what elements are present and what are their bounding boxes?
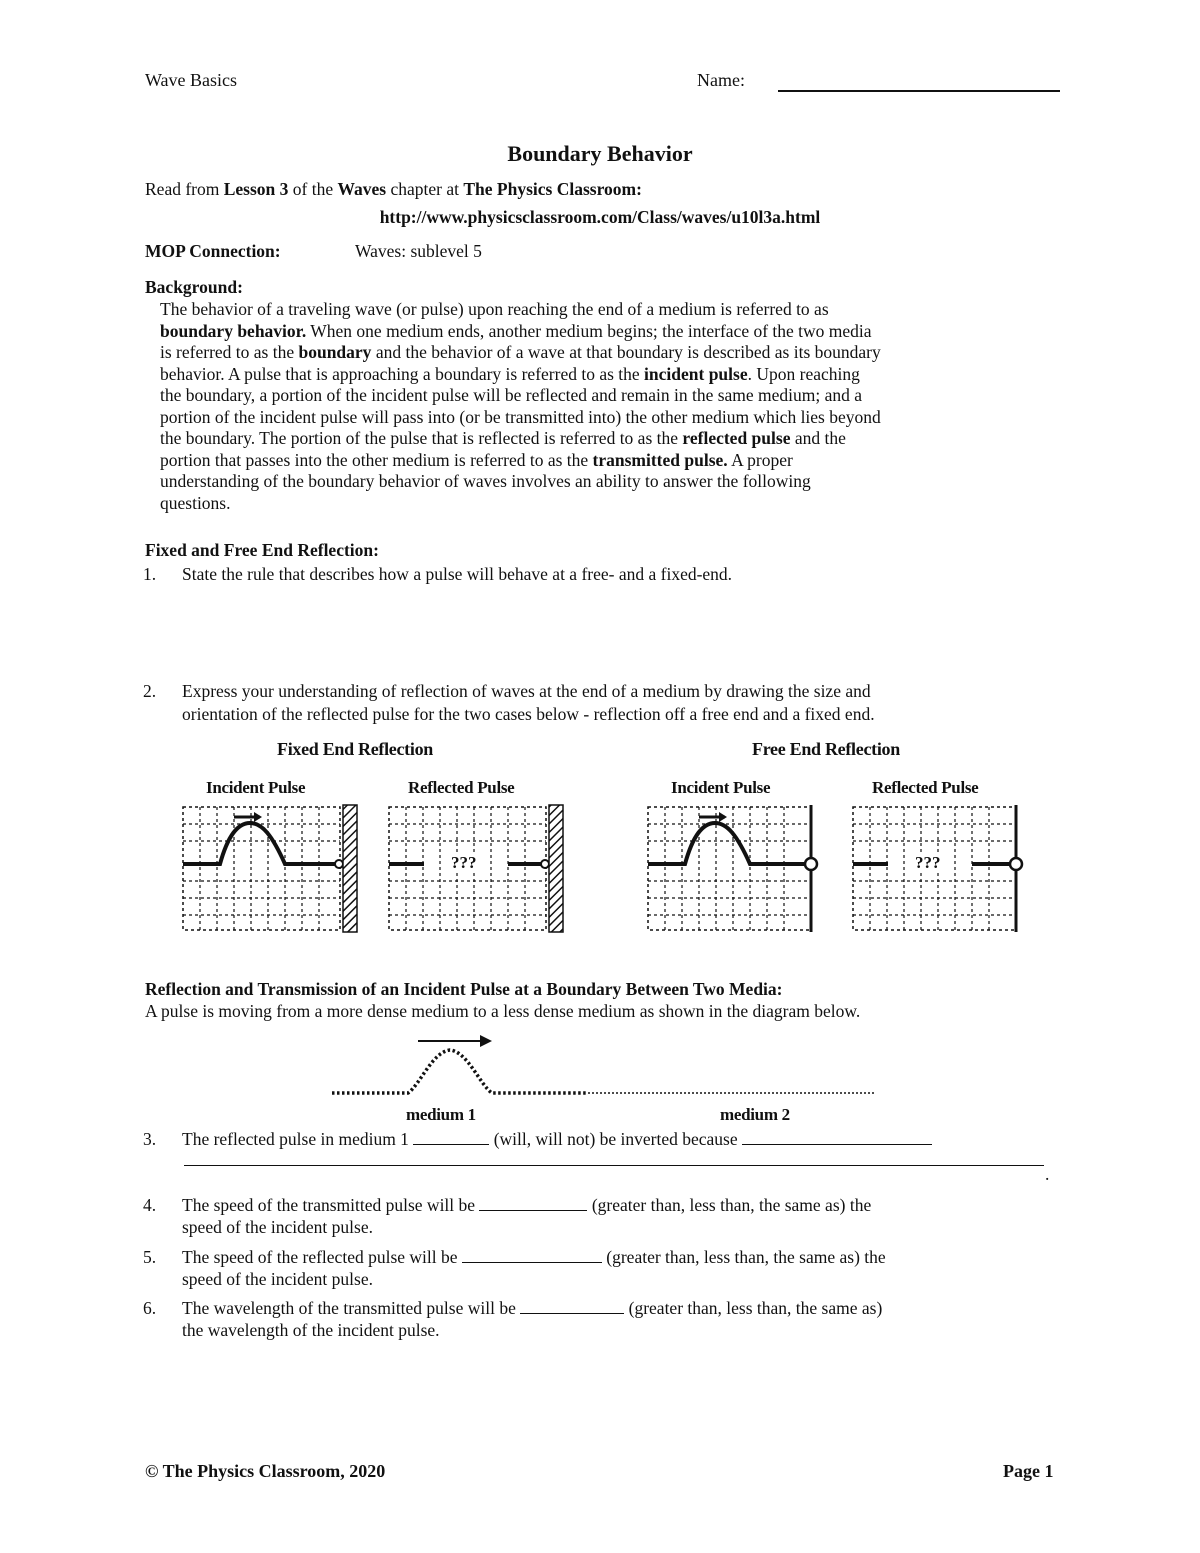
footer-page-number: Page 1 — [1003, 1461, 1054, 1481]
bold-term: transmitted pulse. — [592, 449, 728, 470]
q5-text-line2: speed of the incident pulse. — [182, 1269, 373, 1289]
q3-number: 3. — [143, 1129, 157, 1149]
reading-site: The Physics Classroom: — [463, 179, 642, 199]
q3-blank-because[interactable] — [742, 1130, 932, 1145]
background-line — [160, 407, 1065, 429]
reading-chapter-at: chapter at — [386, 179, 464, 199]
q3-period: . — [1045, 1164, 1050, 1184]
footer-copyright: © The Physics Classroom, 2020 — [145, 1461, 386, 1481]
text-run: . Upon reaching — [747, 363, 860, 384]
bold-term: incident pulse — [644, 363, 748, 384]
q2-text-line1: Express your understanding of reflection of waves at the end of a medium by drawing the size and — [182, 681, 871, 701]
background-line — [160, 450, 1065, 472]
text-run: the boundary. The portion of the pulse that is reflected is referred to as the — [160, 428, 683, 448]
q5-number: 5. — [143, 1247, 157, 1267]
text-run: and the — [790, 428, 846, 448]
bold-term: boundary — [298, 342, 372, 362]
q3-answer-line[interactable] — [184, 1165, 1044, 1166]
q4-text-a: The speed of the transmitted pulse will be — [182, 1195, 480, 1215]
fixed-reflected-label: Reflected Pulse — [408, 778, 515, 797]
q5-text-b: (greater than, less than, the same as) the — [601, 1247, 886, 1267]
free-end-ring-icon — [1010, 858, 1022, 870]
mop-value: Waves: sublevel 5 — [355, 241, 482, 261]
q5-text — [182, 1247, 1062, 1269]
q4-text-line2: speed of the incident pulse. — [182, 1217, 373, 1237]
free-end-ring-icon — [805, 858, 817, 870]
q5-blank[interactable] — [462, 1248, 602, 1263]
text-run: The behavior of a traveling wave (or pulse) upon reaching the end of a medium is referred to as — [160, 299, 829, 319]
q6-text-b: (greater than, less than, the same as) — [624, 1298, 883, 1318]
fixed-incident-label: Incident Pulse — [206, 778, 306, 797]
name-label: Name: — [697, 70, 745, 90]
q3-text-b: (will, will not) be inverted because — [489, 1129, 743, 1149]
q4-text-b: (greater than, less than, the same as) the — [587, 1195, 872, 1215]
background-line — [160, 428, 1065, 450]
arrow-right-icon — [719, 812, 727, 822]
text-run: behavior. A pulse that is approaching a boundary is referred to as the — [160, 363, 645, 384]
q6-number: 6. — [143, 1298, 157, 1318]
page-title: Boundary Behavior — [507, 141, 693, 166]
background-line — [160, 385, 1065, 407]
q6-text-line2: the wavelength of the incident pulse. — [182, 1320, 440, 1340]
background-paragraph — [160, 299, 1065, 514]
q6-blank[interactable] — [520, 1299, 624, 1314]
mop-label: MOP Connection: — [145, 241, 281, 261]
q4-blank[interactable] — [479, 1196, 587, 1211]
text-run: portion that passes into the other medium is referred to as the — [160, 449, 593, 470]
fixed-end-title: Fixed End Reflection — [277, 739, 433, 759]
fixed-wall-icon — [549, 805, 563, 932]
q4-number: 4. — [143, 1195, 157, 1215]
free-unknown-label: ??? — [915, 853, 941, 872]
section-two-media-heading: Reflection and Transmission of an Incident Pulse at a Boundary Between Two Media: — [145, 979, 783, 999]
fixed-wall-icon — [343, 805, 357, 932]
fixed-unknown-label: ??? — [451, 853, 477, 872]
background-line — [160, 493, 1065, 515]
reading-chapter: Waves — [337, 179, 387, 199]
text-run: is referred to as the — [160, 342, 299, 362]
free-reflected-label: Reflected Pulse — [872, 778, 979, 797]
reading-line — [145, 179, 642, 201]
arrow-right-icon — [480, 1035, 492, 1047]
q5-text-a: The speed of the reflected pulse will be — [182, 1247, 462, 1267]
background-line — [160, 342, 1065, 364]
section-fixed-free-heading: Fixed and Free End Reflection: — [145, 540, 379, 560]
background-line — [160, 364, 1065, 386]
q2-text-line2: orientation of the reflected pulse for the two cases below - reflection off a free end and a fixed end. — [182, 704, 875, 724]
q4-text — [182, 1195, 1062, 1217]
text-run: When one medium ends, another medium begins; the interface of the two media — [306, 320, 872, 341]
text-run: portion of the incident pulse will pass into (or be transmitted into) the other medium which lies beyond — [160, 406, 881, 427]
text-run: A proper — [727, 449, 793, 470]
q1-number: 1. — [143, 564, 157, 584]
q3-blank-will[interactable] — [413, 1130, 489, 1145]
text-run: and the behavior of a wave at that boundary is described as its boundary — [371, 342, 881, 362]
reading-prefix: Read from — [145, 179, 224, 199]
q6-text-a: The wavelength of the transmitted pulse will be — [182, 1298, 521, 1318]
background-line — [160, 471, 1065, 493]
background-line — [160, 321, 1065, 343]
q2-number: 2. — [143, 681, 157, 701]
reflection-diagrams — [0, 795, 1200, 940]
text-run: the boundary, a portion of the incident pulse will be reflected and remain in the same medium; and a — [160, 385, 863, 405]
free-incident-label: Incident Pulse — [671, 778, 771, 797]
reading-of-the: of the — [288, 179, 338, 199]
background-line — [160, 299, 1065, 321]
bold-term: boundary behavior. — [160, 320, 307, 341]
q3-text — [182, 1129, 1062, 1151]
medium-1-label: medium 1 — [406, 1105, 476, 1124]
section-two-media-intro: A pulse is moving from a more dense medium to a less dense medium as shown in the diagram below. — [145, 1001, 861, 1021]
name-input-line[interactable] — [778, 90, 1060, 92]
q1-text: State the rule that describes how a pulse will behave at a free- and a fixed-end. — [182, 564, 733, 584]
text-run: understanding of the boundary behavior of waves involves an ability to answer the following — [160, 471, 811, 491]
background-heading: Background: — [145, 277, 243, 297]
free-incident-grid — [648, 805, 817, 932]
arrow-right-icon — [254, 812, 262, 822]
reading-url[interactable]: http://www.physicsclassroom.com/Class/waves/u10l3a.html — [379, 207, 821, 227]
free-end-title: Free End Reflection — [752, 739, 900, 759]
text-run: questions. — [160, 492, 231, 513]
reading-lesson: Lesson 3 — [223, 179, 289, 199]
q6-text — [182, 1298, 1062, 1320]
fixed-incident-grid — [183, 805, 357, 932]
two-media-pulse-diagram — [320, 1030, 890, 1105]
bold-term: reflected pulse — [682, 428, 791, 448]
q3-text-a: The reflected pulse in medium 1 — [182, 1129, 414, 1149]
header-title: Wave Basics — [145, 70, 238, 90]
medium-2-label: medium 2 — [720, 1105, 790, 1124]
